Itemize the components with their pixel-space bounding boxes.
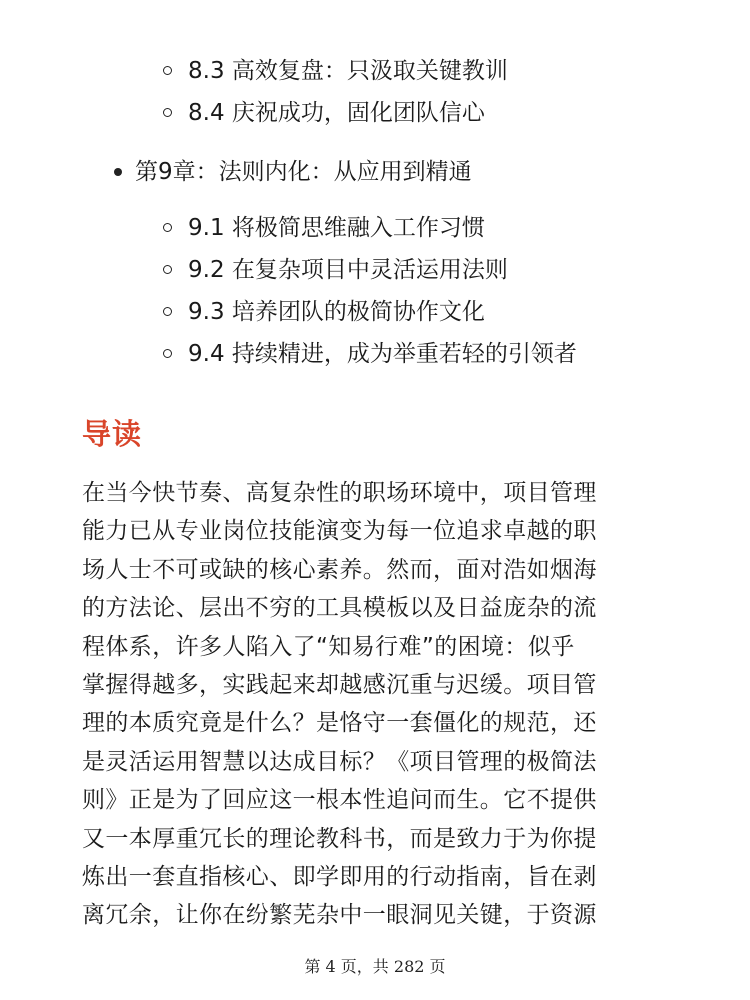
toc-item-label: 9.4 持续精进，成为举重若轻的引领者	[188, 341, 577, 367]
paragraph-line: 程体系，许多人陷入了“知易行难”的困境：似乎	[82, 633, 575, 660]
toc-item-9-3[interactable]	[160, 291, 577, 333]
hollow-bullet-icon	[163, 307, 172, 316]
paragraph-line: 在当今快节奏、高复杂性的职场环境中，项目管理	[82, 480, 597, 506]
filled-bullet-icon	[114, 168, 122, 176]
paragraph-line: 又一本厚重冗长的理论教科书，而是致力于为你提	[82, 825, 597, 852]
paragraph-line: 炼出一套直指核心、即学即用的行动指南，旨在剥	[82, 863, 597, 890]
hollow-bullet-icon	[163, 265, 172, 274]
toc-item-9-2[interactable]	[160, 249, 577, 291]
toc-item-label: 9.1 将极简思维融入工作习惯	[188, 215, 485, 241]
paragraph-line: 掌握得越多，实践起来却越感沉重与迟缓。项目管	[82, 671, 597, 698]
toc-item-label: 8.4 庆祝成功，固化团队信心	[188, 100, 485, 126]
toc-item-8-3[interactable]	[160, 50, 508, 92]
toc-chapter-9[interactable]	[112, 150, 472, 194]
hollow-bullet-icon	[163, 349, 172, 358]
toc-item-9-4[interactable]	[160, 333, 577, 375]
page-number-footer: 第 4 页，共 282 页	[304, 957, 446, 976]
hollow-bullet-icon	[163, 223, 172, 232]
paragraph-line: 是灵活运用智慧以达成目标？《项目管理的极简法	[82, 748, 597, 775]
toc-chapter9-sublist	[160, 207, 577, 375]
paragraph-line: 的方法论、层出不穷的工具模板以及日益庞杂的流	[82, 595, 597, 622]
toc-chapter-label: 第9章：法则内化：从应用到精通	[135, 159, 472, 185]
section-heading: 导读	[82, 417, 143, 451]
paragraph-line: 场人士不可或缺的核心素养。然而，面对浩如烟海	[82, 556, 597, 583]
toc-chapter8-sublist	[160, 50, 508, 134]
paragraph-line: 理的本质究竟是什么？是恪守一套僵化的规范，还	[82, 710, 597, 737]
toc-item-label: 8.3 高效复盘：只汲取关键教训	[188, 58, 508, 84]
toc-item-label: 9.2 在复杂项目中灵活运用法则	[188, 257, 508, 283]
hollow-bullet-icon	[163, 66, 172, 75]
hollow-bullet-icon	[163, 108, 172, 117]
paragraph-line: 离冗余，让你在纷繁芜杂中一眼洞见关键，于资源	[82, 902, 597, 929]
toc-item-label: 9.3 培养团队的极简协作文化	[188, 299, 485, 325]
paragraph-line: 则》正是为了回应这一根本性追问而生。它不提供	[82, 787, 597, 814]
toc-item-8-4[interactable]	[160, 92, 508, 134]
section-body-paragraph	[82, 474, 672, 935]
paragraph-line: 能力已从专业岗位技能演变为每一位追求卓越的职	[82, 518, 597, 545]
toc-item-9-1[interactable]	[160, 207, 577, 249]
